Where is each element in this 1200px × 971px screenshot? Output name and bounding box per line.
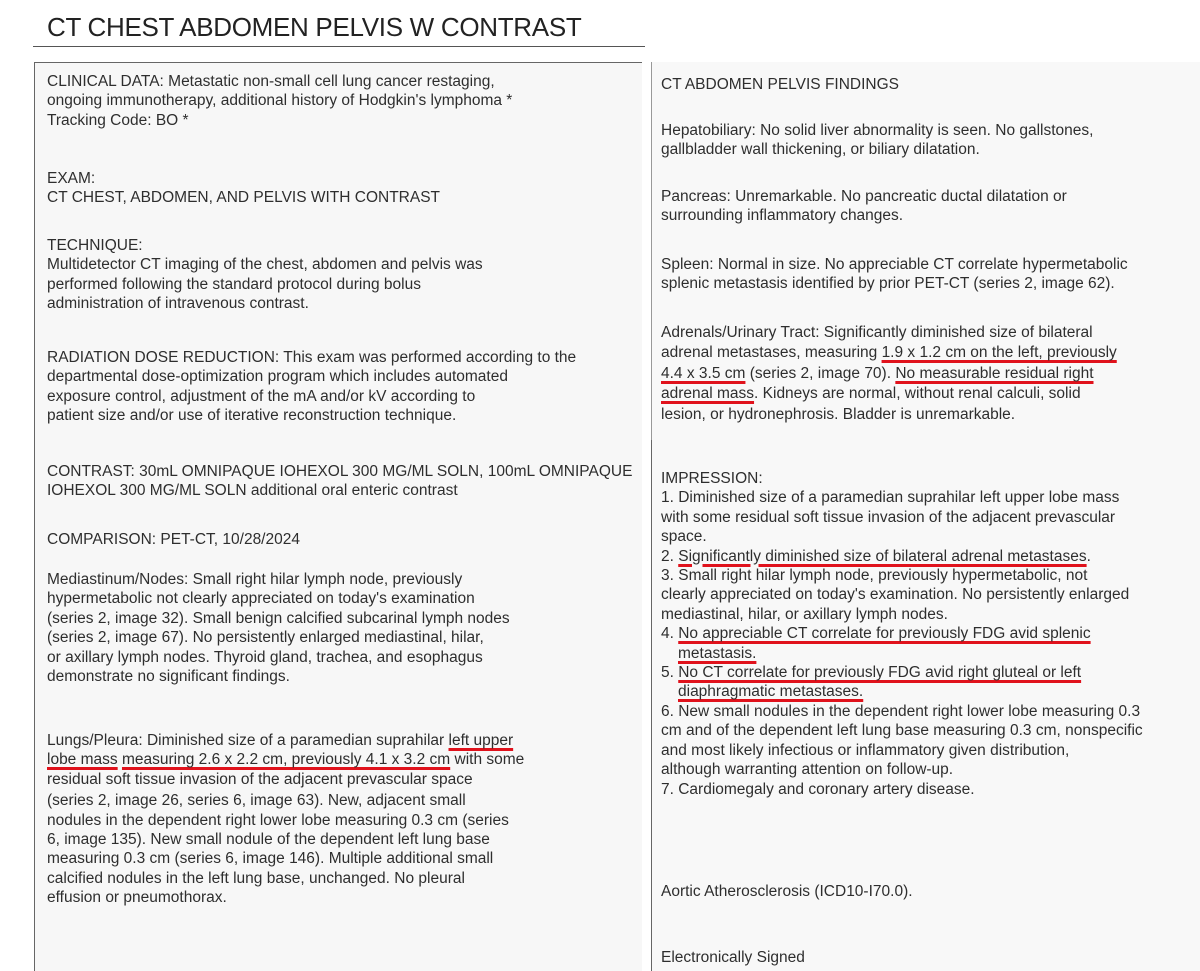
impression-item: mediastinal, hilar, or axillary lymph nodes. [661,605,948,623]
adrenals-section [661,323,1117,425]
text-line: effusion or pneumothorax. [47,889,227,907]
pancreas-section [661,187,1067,226]
text-line: lesion, or hydronephrosis. Bladder is unremarkable. [661,405,1016,423]
column-divider-top [651,62,652,442]
comparison-text: COMPARISON: PET-CT, 10/28/2024 [47,531,300,548]
text-line: Mediastinum/Nodes: Small right hilar lymph node, previously [47,571,463,588]
signed-text: Electronically Signed [661,949,805,966]
impression-item: although warranting attention on follow-up. [661,761,954,779]
impression-item: cm and of the dependent left lung base measuring 0.3 cm, nonspecific [661,722,1143,740]
impression-section [661,469,1143,799]
text-line: Multidetector CT imaging of the chest, abdomen and pelvis was [47,256,483,274]
underlined-highlight: diaphragmatic metastases. [678,683,864,701]
text-line [661,343,1117,363]
text-line: Pancreas: Unremarkable. No pancreatic ductal dilatation or [661,188,1067,205]
text-segment: . [1086,547,1091,565]
text-line [661,364,1117,384]
text-line: residual soft tissue invasion of the adjacent prevascular space [47,770,473,788]
impression-item: clearly appreciated on today's examination. No persistently enlarged [661,586,1130,604]
column-divider-bottom [651,440,652,971]
underlined-highlight: Significantly diminished size of bilateral adrenal metastases [678,547,1087,565]
text-line: departmental dose-optimization program which includes automated [47,368,508,386]
impression-item: and most likely infectious or inflammatory given distribution, [661,741,1070,759]
text-segment: with some [450,751,525,769]
text-line: measuring 0.3 cm (series 6, image 146). Multiple additional small [47,850,494,868]
text-line: CLINICAL DATA: Metastatic non-small cell lung cancer restaging, [47,73,495,90]
text-line: (series 2, image 32). Small benign calcified subcarinal lymph nodes [47,609,510,627]
text-segment: 2. [661,547,679,565]
contrast-section [47,462,632,501]
underlined-highlight: No CT correlate for previously FDG avid right gluteal or left [678,664,1082,682]
aortic-text: Aortic Atherosclerosis (ICD10-I70.0). [661,883,913,900]
technique-section [47,236,483,314]
hepatobiliary-section [661,121,1093,160]
text-line: gallbladder wall thickening, or biliary dilatation. [661,141,980,159]
underlined-highlight: lobe mass [47,751,118,769]
text-line: patient size and/or use of iterative reconstruction technique. [47,407,457,425]
technique-heading: TECHNIQUE: [47,237,143,254]
comparison-section [47,530,300,549]
text-line: RADIATION DOSE REDUCTION: This exam was performed according to the [47,349,577,366]
text-line: Adrenals/Urinary Tract: Significantly diminished size of bilateral [661,324,1093,341]
impression-item [661,547,1143,566]
text-segment: adrenal metastases, measuring [661,344,882,362]
underlined-highlight: No measurable residual right [895,364,1094,382]
text-line [47,750,524,769]
lungs-pleura-section [47,731,524,908]
text-line: Tracking Code: BO * [47,111,189,129]
signature-section [661,948,805,967]
underlined-highlight: adrenal mass [661,385,755,403]
impression-item: 1. Diminished size of a paramedian suprahilar left upper lobe mass [661,489,1120,507]
text-segment: . Kidneys are normal, without renal calculi, solid [754,385,1081,403]
text-segment: (series 2, image 70). [745,364,896,382]
underlined-highlight: No appreciable CT correlate for previously FDG avid splenic [678,625,1091,643]
clinical-data-section [47,72,512,130]
text-line: surrounding inflammatory changes. [661,207,904,225]
text-line: ongoing immunotherapy, additional history of Hodgkin's lymphoma * [47,92,513,110]
text-line [661,384,1117,404]
text-line: exposure control, adjustment of the mA and/or kV according to [47,387,476,405]
text-line: CONTRAST: 30mL OMNIPAQUE IOHEXOL 300 MG/ML SOLN, 100mL OMNIPAQUE [47,463,633,480]
text-line: (series 2, image 26, series 6, image 63). New, adjacent small [47,792,466,810]
text-line: 6, image 135). New small nodule of the dependent left lung base [47,831,490,849]
text-line: Spleen: Normal in size. No appreciable CT correlate hypermetabolic [661,256,1128,273]
text-line: or axillary lymph nodes. Thyroid gland, trachea, and esophagus [47,648,483,666]
findings-heading: CT ABDOMEN PELVIS FINDINGS [661,76,900,93]
text-line: calcified nodules in the left lung base, unchanged. No pleural [47,869,465,887]
impression-item: space. [661,528,707,546]
text-line: nodules in the dependent right lower lobe measuring 0.3 cm (series [47,811,509,829]
impression-item [661,663,1143,682]
impression-item: 3. Small right hilar lymph node, previously hypermetabolic, not [661,567,1088,585]
underlined-highlight: metastasis. [678,644,757,662]
text-line: hypermetabolic not clearly appreciated on today's examination [47,590,475,608]
impression-item [661,682,1143,701]
impression-heading: IMPRESSION: [661,470,763,487]
text-line [47,731,524,750]
impression-item: 7. Cardiomegaly and coronary artery disease. [661,780,975,798]
underlined-highlight: 1.9 x 1.2 cm on the left, previously [881,344,1117,362]
exam-heading: EXAM: [47,170,96,187]
underlined-highlight: 4.4 x 3.5 cm [661,364,746,382]
underlined-highlight: left upper [448,732,514,749]
text-segment: 5. [661,664,679,682]
mediastinum-section [47,570,510,686]
aortic-section [661,882,913,901]
spleen-section [661,255,1128,294]
text-line: demonstrate no significant findings. [47,668,290,686]
findings-heading-section [661,75,899,94]
underlined-highlight: measuring 2.6 x 2.2 cm, previously 4.1 x 3.2 cm [121,751,451,769]
impression-item: with some residual soft tissue invasion of the adjacent prevascular [661,508,1116,526]
title-divider [33,46,645,47]
text-line: splenic metastasis identified by prior PET-CT (series 2, image 62). [661,275,1115,293]
text-line: IOHEXOL 300 MG/ML SOLN additional oral enteric contrast [47,482,458,500]
text-line: (series 2, image 67). No persistently enlarged mediastinal, hilar, [47,629,484,647]
text-line: performed following the standard protocol during bolus [47,275,421,293]
text-line: administration of intravenous contrast. [47,295,309,313]
radiation-dose-section [47,348,576,426]
text-segment: 4. [661,625,679,643]
impression-item [661,644,1143,663]
impression-item: 6. New small nodules in the dependent right lower lobe measuring 0.3 [661,702,1141,720]
impression-item [661,624,1143,643]
text-line: Hepatobiliary: No solid liver abnormality is seen. No gallstones, [661,122,1094,139]
text-segment: Lungs/Pleura: Diminished size of a paramedian suprahilar [47,732,449,749]
exam-value: CT CHEST, ABDOMEN, AND PELVIS WITH CONTRAST [47,189,441,207]
exam-section [47,169,440,208]
report-title: CT CHEST ABDOMEN PELVIS W CONTRAST [47,12,582,42]
